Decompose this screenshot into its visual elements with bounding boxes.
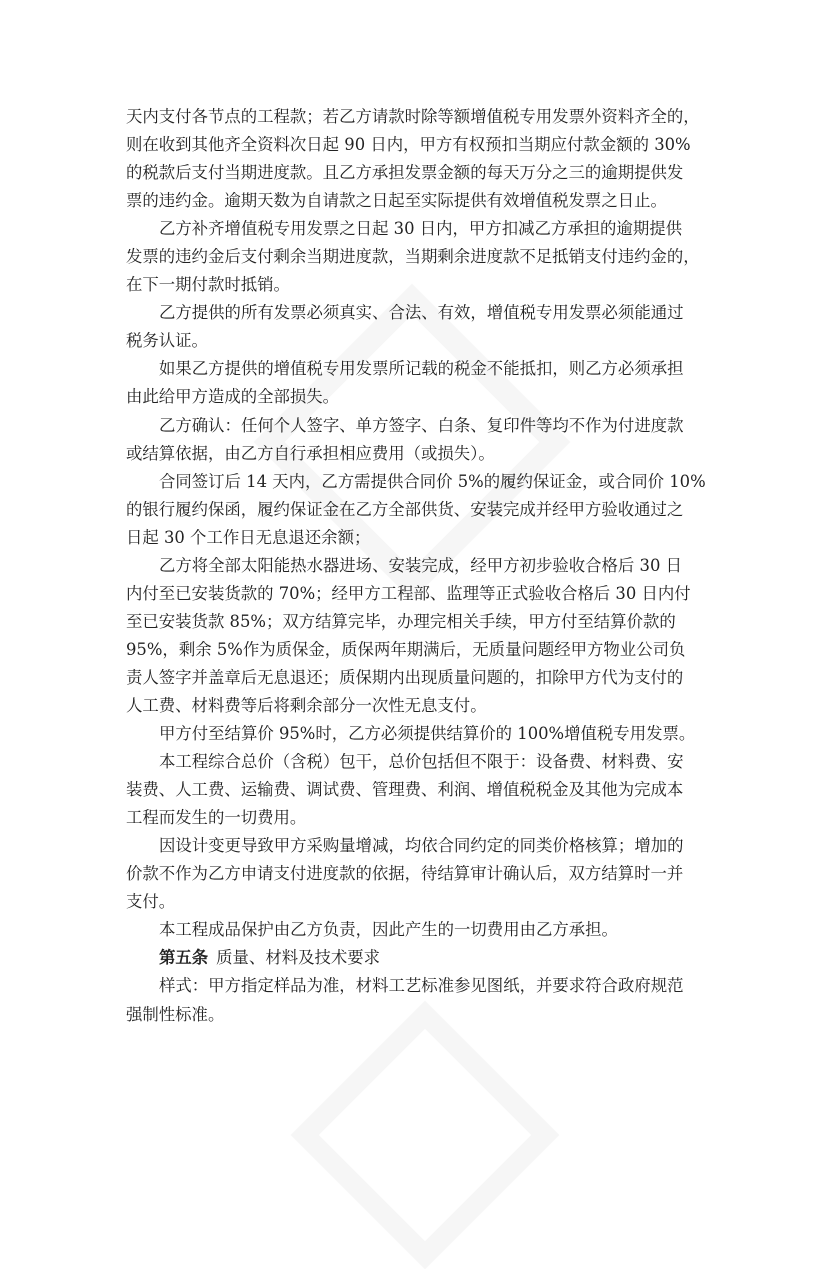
watermark: [291, 1001, 560, 1269]
text-line: 装费、人工费、运输费、调试费、管理费、利润、增值税税金及其他为完成本: [126, 780, 684, 800]
text-line: 乙方确认：任何个人签字、单方签字、白条、复印件等均不作为付进度款: [159, 415, 684, 435]
text-line: 在下一期付款时抵销。: [126, 275, 290, 295]
text-line: 因设计变更导致甲方采购量增减，均依合同约定的同类价格核算；增加的: [159, 836, 684, 856]
text-line: 强制性标准。: [126, 1004, 225, 1024]
text-line: 乙方提供的所有发票必须真实、合法、有效，增值税专用发票必须能通过: [159, 303, 684, 323]
text-line: 乙方补齐增值税专用发票之日起 30 日内，甲方扣减乙方承担的逾期提供: [159, 219, 682, 239]
paragraph: [126, 299, 726, 355]
text-line: 价款不作为乙方申请支付进度款的依据，待结算审计确认后，双方结算时一并: [126, 864, 684, 884]
text-line: 本工程综合总价（含税）包干，总价包括但不限于：设备费、材料费、安: [159, 752, 684, 772]
text-line: 支付。: [126, 892, 176, 912]
paragraph: [126, 468, 726, 552]
text-line: 责人签字并盖章后无息退还；质保期内出现质量问题的，扣除甲方代为支付的: [126, 667, 684, 687]
paragraph: [126, 972, 726, 1028]
text-line: 样式：甲方指定样品为准，材料工艺标准参见图纸，并要求符合政府规范: [159, 976, 684, 996]
paragraph: [126, 412, 726, 468]
section-title: 质量、材料及技术要求: [216, 948, 381, 968]
text-line: 本工程成品保护由乙方负责，因此产生的一切费用由乙方承担。: [159, 920, 618, 940]
paragraph: [126, 720, 726, 748]
text-line: 人工费、材料费等后将剩余部分一次性无息支付。: [126, 695, 487, 715]
paragraph: [126, 748, 726, 832]
text-line: 至已安装货款 85%；双方结算完毕，办理完相关手续，甲方付至结算价款的: [126, 611, 676, 631]
paragraph: [126, 355, 726, 411]
paragraph: [126, 215, 726, 299]
text-line: 如果乙方提供的增值税专用发票所记载的税金不能抵扣，则乙方必须承担: [159, 359, 684, 379]
paragraph: [126, 103, 726, 215]
section-number: 第五条: [159, 948, 209, 968]
text-line: 乙方将全部太阳能热水器进场、安装完成，经甲方初步验收合格后 30 日: [159, 555, 682, 575]
text-line: 或结算依据，由乙方自行承担相应费用（或损失）。: [126, 443, 495, 463]
text-line: 甲方付至结算价 95%时，乙方必须提供结算价的 100%增值税专用发票。: [159, 724, 696, 744]
paragraph: [126, 552, 726, 720]
text-line: 票的违约金。逾期天数为自请款之日起至实际提供有效增值税发票之日止。: [126, 191, 667, 211]
text-line: 天内支付各节点的工程款；若乙方请款时除等额增值税专用发票外资料齐全的，: [126, 107, 700, 126]
text-line: 工程而发生的一切费用。: [126, 808, 307, 828]
text-line: 日起 30 个工作日无息退还余额；: [126, 527, 371, 547]
text-line: 合同签订后 14 天内，乙方需提供合同价 5%的履约保证金，或合同价 10%: [159, 471, 706, 491]
heading-line: [126, 944, 726, 972]
text-line: 由此给甲方造成的全部损失。: [126, 387, 340, 407]
section-heading: [126, 944, 726, 972]
text-line: 95%，剩余 5%作为质保金，质保两年期满后，无质量问题经甲方物业公司负: [126, 639, 686, 659]
text-line: 内付至已安装货款的 70%；经甲方工程部、监理等正式验收合格后 30 日内付: [126, 583, 691, 603]
text-line: 发票的违约金后支付剩余当期进度款，当期剩余进度款不足抵销支付违约金的，: [126, 247, 700, 267]
document-page: [126, 103, 726, 1029]
text-line: 税务认证。: [126, 331, 208, 351]
paragraph: [126, 832, 726, 916]
text-line: 的银行履约保函，履约保证金在乙方全部供货、安装完成并经甲方验收通过之: [126, 499, 684, 519]
text-line: 的税款后支付当期进度款。且乙方承担发票金额的每天万分之三的逾期提供发: [126, 163, 684, 183]
paragraph: [126, 916, 726, 944]
text-line: 则在收到其他齐全资料次日起 90 日内，甲方有权预扣当期应付款金额的 30%: [126, 135, 691, 155]
